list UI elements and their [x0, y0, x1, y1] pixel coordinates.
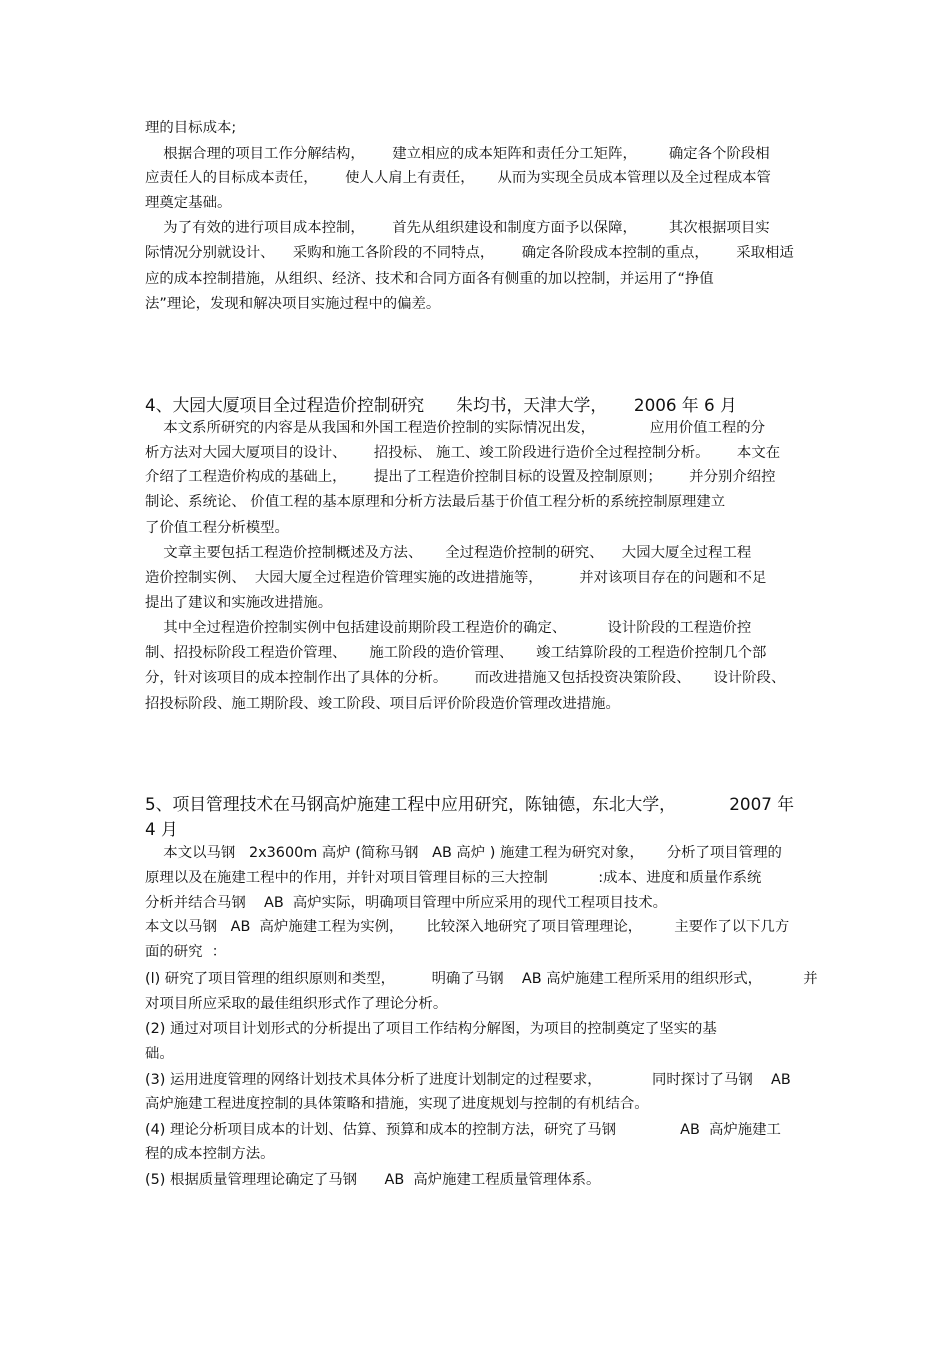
section-4-line-10: 制、招投标阶段工程造价管理、 施工阶段的造价管理、 竣工结算阶段的工程造价控制几个部 [145, 645, 767, 661]
section-4-line-11: 分，针对该项目的成本控制作出了具体的分析。 而改进措施又包括投资决策阶段、 设计阶段、 [145, 670, 786, 686]
section-4-line-12: 招投标阶段、施工期阶段、竣工阶段、项目后评价阶段造价管理改进措施。 [145, 696, 620, 712]
section-4-line-8: 提出了建议和实施改进措施。 [145, 595, 333, 611]
section-4-line-1: 本文系所研究的内容是从我国和外国工程造价控制的实际情况出发， 应用价值工程的分 [145, 420, 766, 436]
section-5-heading-line-2: 4 月 [145, 819, 178, 839]
intro-line-4: 理奠定基础。 [145, 195, 232, 211]
section-4-line-2: 析方法对大园大厦项目的设计、 招投标、 施工、竣工阶段进行造价全过程控制分析。 本文在 [145, 445, 781, 461]
intro-line-7: 应的成本控制措施，从组织、经济、技术和合同方面各有侧重的加以控制，并运用了“挣值 [145, 271, 714, 287]
section-5-list-item-1: (l) 研究了项目管理的组织原则和类型， 明确了马钢 AB 高炉施建工程所采用的组织形式， 并 [145, 971, 818, 987]
section-4-line-3: 介绍了工程造价构成的基础上， 提出了工程造价控制目标的设置及控制原则； 并分别介绍控 [145, 469, 776, 485]
section-5-list-item-4-cont: 程的成本控制方法。 [145, 1146, 275, 1162]
intro-line-3: 应责任人的目标成本责任， 使人人肩上有责任， 从而为实现全员成本管理以及全过程成本管 [145, 170, 771, 186]
intro-line-2: 根据合理的项目工作分解结构， 建立相应的成本矩阵和责任分工矩阵， 确定各个阶段相 [145, 146, 770, 162]
section-5-line-5: 面的研究 ： [145, 944, 227, 960]
section-4-line-9: 其中全过程造价控制实例中包括建设前期阶段工程造价的确定、 设计阶段的工程造价控 [145, 620, 752, 636]
section-4-line-6: 文章主要包括工程造价控制概述及方法、 全过程造价控制的研究、 大园大厦全过程工程 [145, 545, 752, 561]
section-5-line-4: 本文以马钢 AB 高炉施建工程为实例， 比较深入地研究了项目管理理论， 主要作了以下几方 [145, 919, 790, 935]
section-5-list-item-4: (4) 理论分析项目成本的计划、估算、预算和成本的控制方法，研究了马钢 AB 高炉施建工 [145, 1122, 781, 1138]
section-5-list-item-1-cont: 对项目所应采取的最佳组织形式作了理论分析。 [145, 996, 448, 1012]
section-5-line-3: 分析并结合马钢 AB 高炉实际，明确项目管理中所应采用的现代工程项目技术。 [145, 895, 668, 911]
section-4-line-7: 造价控制实例、 大园大厦全过程造价管理实施的改进措施等， 并对该项目存在的问题和不足 [145, 570, 767, 586]
intro-line-6: 际情况分别就设计、 采购和施工各阶段的不同特点， 确定各阶段成本控制的重点， 采取相适 [145, 245, 794, 261]
section-5-heading-line-1: 5、项目管理技术在马钢高炉施建工程中应用研究，陈铀德，东北大学， 2007 年 [145, 794, 795, 814]
intro-line-5: 为了有效的进行项目成本控制， 首先从组织建设和制度方面予以保障， 其次根据项目实 [145, 220, 770, 236]
section-5-list-item-2: (2) 通过对项目计划形式的分析提出了项目工作结构分解图，为项目的控制奠定了坚实的基 [145, 1021, 717, 1037]
section-5-list-item-5: (5) 根据质量管理理论确定了马钢 AB 高炉施建工程质量管理体系。 [145, 1172, 601, 1188]
section-4-line-5: 了价值工程分析模型。 [145, 520, 289, 536]
intro-line-1: 理的目标成本; [145, 120, 237, 136]
section-5-list-item-3: (3) 运用进度管理的网络计划技术具体分析了进度计划制定的过程要求， 同时探讨了马钢 AB [145, 1072, 791, 1088]
section-4-line-4: 制论、系统论、 价值工程的基本原理和分析方法最后基于价值工程分析的系统控制原理建立 [145, 494, 726, 510]
intro-line-8: 法”理论，发现和解决项目实施过程中的偏差。 [145, 296, 441, 312]
section-5-list-item-3-cont: 高炉施建工程进度控制的具体策略和措施，实现了进度规划与控制的有机结合。 [145, 1096, 649, 1112]
section-4-heading: 4、大园大厦项目全过程造价控制研究 朱均书，天津大学， 2006 年 6 月 [145, 395, 737, 415]
section-5-list-item-2-cont: 础。 [145, 1046, 174, 1062]
section-5-line-2: 原理以及在施建工程中的作用，并针对项目管理目标的三大控制 :成本、进度和质量作系统 [145, 870, 762, 886]
section-5-line-1: 本文以马钢 2x3600m 高炉 (简称马钢 AB 高炉 ) 施建工程为研究对象， 分析了项目管理的 [145, 845, 782, 861]
